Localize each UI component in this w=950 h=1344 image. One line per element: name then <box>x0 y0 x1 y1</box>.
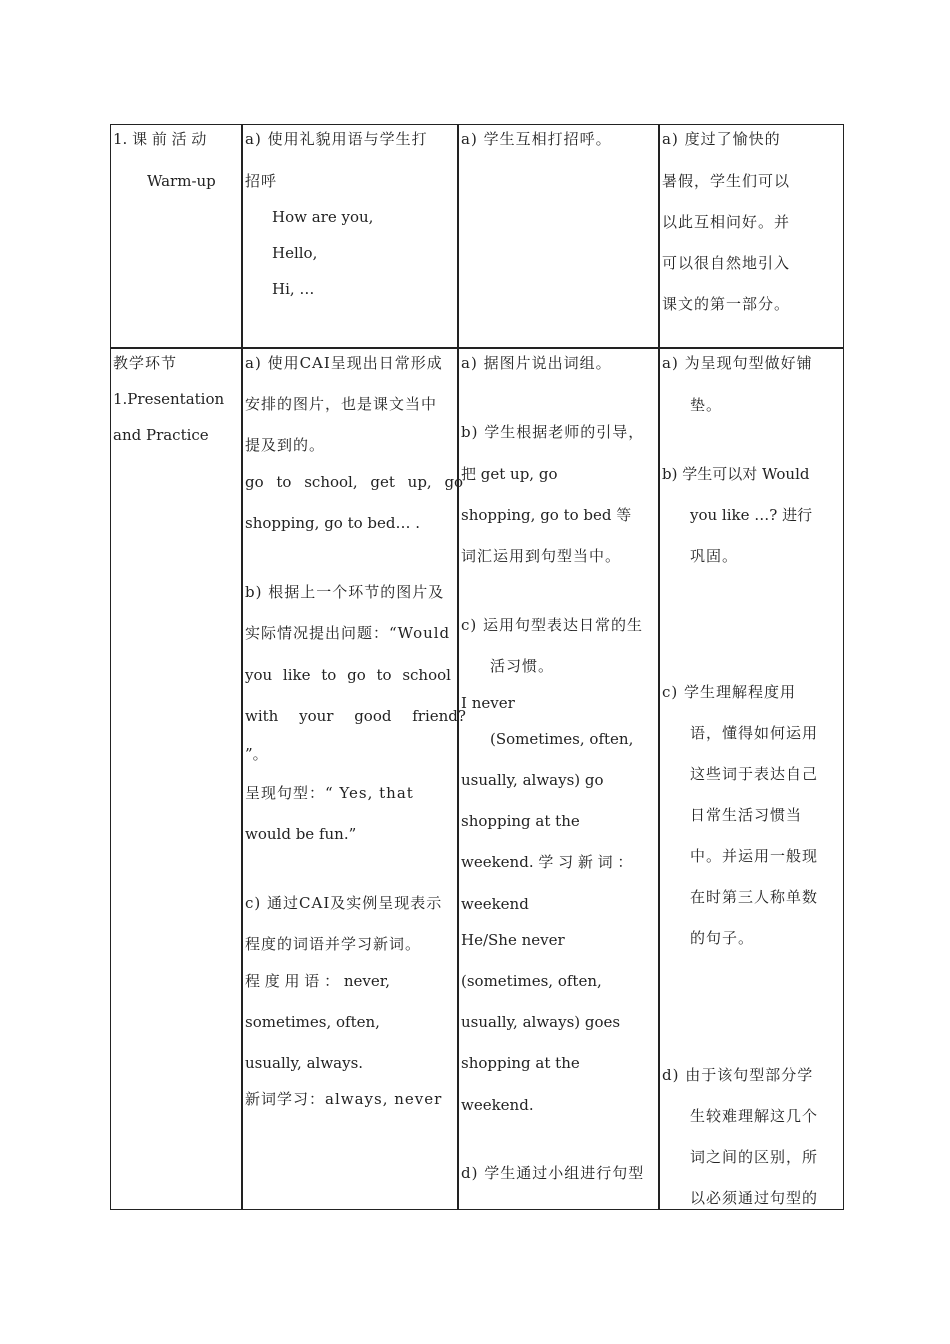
text-line: shopping at the <box>461 1054 580 1072</box>
text-line: 巩固。 <box>690 547 739 565</box>
text-line: 词之间的区别，所 <box>690 1148 819 1166</box>
text-line: 实际情况提出问题：“Would <box>245 624 451 642</box>
column-divider-1 <box>241 124 243 1210</box>
text-line: 词汇运用到句型当中。 <box>461 547 622 565</box>
text-line: 暑假，学生们可以 <box>662 172 791 190</box>
text-line: a) 学生互相打招呼。 <box>461 130 612 148</box>
text-line: b) 学生根据老师的引导， <box>461 423 645 441</box>
text-line: 以此互相问好。并 <box>662 213 791 231</box>
lesson-plan-table <box>110 124 844 1210</box>
text-line: usually, always) go <box>461 771 604 789</box>
text-line: c) 学生理解程度用 <box>662 683 797 701</box>
text-line: shopping, go to bed 等 <box>461 506 632 524</box>
text-line: (sometimes, often, <box>461 972 602 990</box>
text-line: weekend. <box>461 1096 534 1114</box>
text-line: 招呼 <box>245 172 278 190</box>
text-line: Hi, … <box>272 280 315 298</box>
text-line: go to school, get up, go <box>245 473 464 491</box>
text-line: a) 为呈现句型做好铺 <box>662 354 813 372</box>
text-line: you like to go to school <box>245 666 451 684</box>
text-line: 生较难理解这几个 <box>690 1107 819 1125</box>
text-line: 课文的第一部分。 <box>662 295 791 313</box>
text-line: usually, always. <box>245 1054 364 1072</box>
text-line: 垫。 <box>690 396 723 414</box>
text-line: d) 由于该句型部分学 <box>662 1066 814 1084</box>
text-line: weekend. 学 习 新 词 ： <box>461 853 633 871</box>
text-line: ”。 <box>245 745 268 763</box>
text-line: d) 学生通过小组进行句型 <box>461 1164 645 1182</box>
text-line: 把 get up, go <box>461 465 558 483</box>
text-line: would be fun.” <box>245 825 357 843</box>
text-line: I never <box>461 694 515 712</box>
text-line: 语，懂得如何运用 <box>690 724 819 742</box>
text-line: shopping at the <box>461 812 580 830</box>
text-line: 的句子。 <box>690 929 755 947</box>
text-line: 提及到的。 <box>245 436 326 454</box>
text-line: 安排的图片，也是课文当中 <box>245 395 438 413</box>
text-line: usually, always) goes <box>461 1013 621 1031</box>
text-line: 这些词于表达自己 <box>690 765 819 783</box>
text-line: 呈现句型：“ Yes, that <box>245 784 414 802</box>
column-divider-3 <box>658 124 660 1210</box>
text-line: 可以很自然地引入 <box>662 254 791 272</box>
text-line: sometimes, often, <box>245 1013 380 1031</box>
text-line: c) 运用句型表达日常的生 <box>461 616 644 634</box>
text-line: b) 学生可以对 Would <box>662 465 810 483</box>
text-line: shopping, go to bed… . <box>245 514 421 532</box>
text-line: a) 使用CAI呈现出日常形成 <box>245 354 443 372</box>
stage-subtitle: and Practice <box>113 426 209 444</box>
text-line: c) 通过CAI及实例呈现表示 <box>245 894 443 912</box>
stage-subtitle: Warm-up <box>147 172 216 190</box>
stage-title: 教学环节 <box>113 354 178 372</box>
text-line: with your good friend? <box>245 707 466 725</box>
text-line: you like …? 进行 <box>690 506 813 524</box>
text-line: 新词学习：always, never <box>245 1090 443 1108</box>
text-line: a) 度过了愉快的 <box>662 130 781 148</box>
text-line: (Sometimes, often, <box>490 730 634 748</box>
text-line: b) 根据上一个环节的图片及 <box>245 583 445 601</box>
text-line: How are you, <box>272 208 374 226</box>
text-line: 程 度 用 语 ： never, <box>245 972 391 990</box>
text-line: 在时第三人称单数 <box>690 888 819 906</box>
text-line: 程度的词语并学习新词。 <box>245 935 422 953</box>
column-divider-2 <box>457 124 459 1210</box>
text-line: 中。并运用一般现 <box>690 847 819 865</box>
text-line: 以必须通过句型的 <box>690 1189 819 1207</box>
text-line: a) 据图片说出词组。 <box>461 354 612 372</box>
stage-subtitle: 1.Presentation <box>113 390 225 408</box>
text-line: Hello, <box>272 244 318 262</box>
text-line: He/She never <box>461 931 565 949</box>
stage-title: 1. 课 前 活 动 <box>113 130 207 148</box>
row-divider <box>110 347 844 349</box>
text-line: 活习惯。 <box>490 657 555 675</box>
text-line: 日常生活习惯当 <box>690 806 803 824</box>
text-line: a) 使用礼貌用语与学生打 <box>245 130 428 148</box>
text-line: weekend <box>461 895 529 913</box>
